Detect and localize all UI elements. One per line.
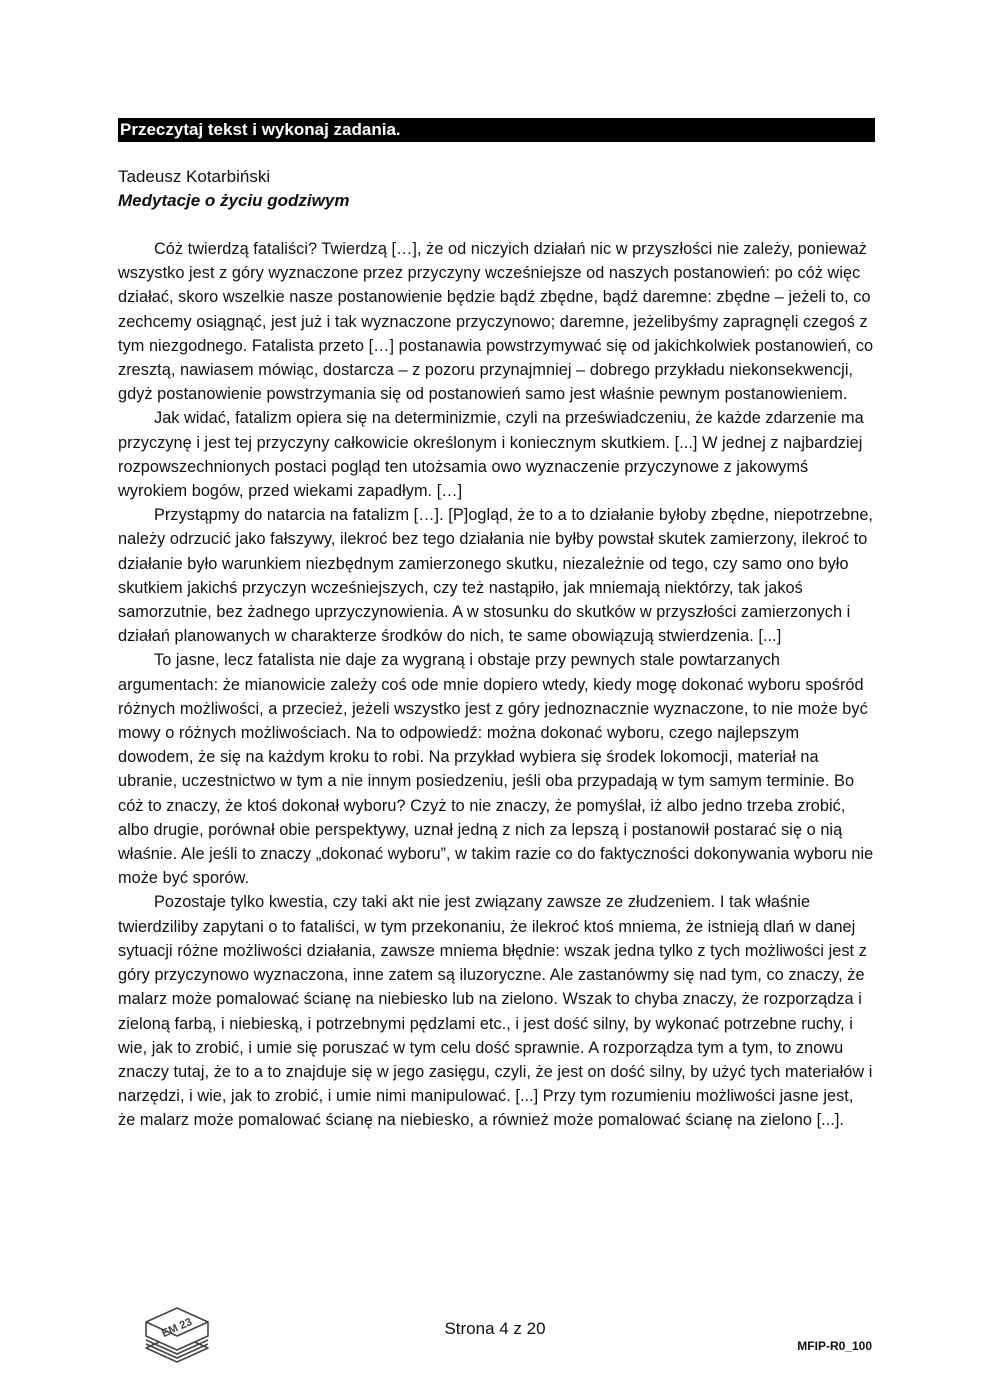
paragraph: Jak widać, fatalizm opiera się na determinizmie, czyli na przeświadczeniu, że każde zdarzenie ma przyczynę i jest tej przyczyny całkowicie określonym i koniecznym skutkiem. [...] W jednej z najbardziej rozpowszechnionych postaci pogląd ten utożsamia owo wyznaczenie przyczynowe z jakowymś wyrokiem bogów, przed wiekami zapadłym. […] [118,409,864,501]
paragraph: Przystąpmy do natarcia na fatalizm […]. [P]ogląd, że to a to działanie byłoby zbędne, niepotrzebne, należy odrzucić jako fałszywy, ilekroć bez tego działania nie byłby powstał skutek zamierzony, ilekroć to działanie było warunkiem niezbędnym zamierzonego skutku, niezależnie od tego, czy samo ono było skutkiem jakichś przyczyn wcześniejszych, czy też nastąpiło, jak mniemają niektórzy, tak jakoś samorzutnie, bez żadnego uprzyczynowienia. A w stosunku do skutków w przyszłości zamierzonych i działań planowanych w charakterze środków do nich, te same obowiązują stwierdzenia. [...] [118,506,874,646]
page-number: Strona 4 z 20 [444,1319,546,1338]
document-page [118,118,875,1133]
paragraph: To jasne, lecz fatalista nie daje za wygraną i obstaje przy pewnych stale powtarzanych argumentach: że mianowicie zależy coś ode mnie dopiero wtedy, kiedy mogę dokonać wyboru spośród różnych możliwości, a przecież, jeżeli wszystko jest z góry jednoznacznie wyznaczone, to nie może być mowy o różnych możliwościach. Na to odpowiedź: można dokonać wyboru, czego najlepszym dowodem, że się na każdym kroku to robi. Na przykład wybiera się środek lokomocji, materiał na ubranie, uczestnictwo w tym a nie innym posiedzeniu, jeśli oba przypadają w tym samym terminie. Bo cóż to znaczy, że ktoś dokonał wyboru? Czyż to nie znaczy, że pomyślał, iż albo jedno trzeba zrobić, albo drugie, porównał obie perspektywy, uznał jedną z nich za lepszą i postanowił postarać się o nią właśnie. Ale jeśli to znaczy „dokonać wyboru”, w takim razie co do faktyczności dokonywania wyboru nie może być sporów. [118,651,874,888]
source-title: Medytacje o życiu godziwym [118,191,350,210]
paragraph: Cóż twierdzą fataliści? Twierdzą […], że od niczyich działań nic w przyszłości nie zależy, ponieważ wszystko jest z góry wyznaczone przez przyczyny wcześniejsze od naszych postanowień: po cóż więc działać, skoro wszelkie nasze postanowienie będzie bądź zbędne, bądź daremne: zbędne – jeżeli to, co zechcemy osiągnąć, jest już i tak wyznaczone przyczynowo; daremne, jeżelibyśmy zapragnęli czegoś z tym niezgodnego. Fatalista przeto […] postanawia powstrzymywać się od jakichkolwiek postanowień, co zresztą, nawiasem mówiąc, dostarcza – z pozoru przynajmniej – dobrego przykładu niekonsekwencji, gdyż postanowienie powstrzymania się od postanowień samo jest właśnie pewnym postanowieniem. [118,240,874,404]
instruction-header: Przeczytaj tekst i wykonaj zadania. [118,118,875,142]
source-author: Tadeusz Kotarbiński [118,167,271,186]
paragraph: Pozostaje tylko kwestia, czy taki akt nie jest związany zawsze ze złudzeniem. I tak właśnie twierdziliby zapytani o to fataliści, w tym przekonaniu, że ilekroć ktoś mniema, że istnieją dlań w danej sytuacji różne możliwości działania, zawsze mniema błędnie: wszak jedna tylko z tych możliwości jest z góry przyczynowo wyznaczona, inne zatem są iluzoryczne. Ale zastanówmy się nad tym, co znaczy, że malarz może pomalować ścianę na niebiesko lub na zielono. Wszak to chyba znaczy, że rozporządza i zieloną farbą, i niebieską, i potrzebnymi pędzlami etc., i jest dość silny, by wykonać potrzebne ruchy, i wie, jak to zrobić, i umie się poruszać w tym celu dość sprawnie. A rozporządza tym a tym, to znowu znaczy tutaj, że to a to znajduje się w jego zasięgu, czyli, że jest on dość silny, by użyć tych materiałów i narzędzi, i wie, jak to zrobić, i umie nimi manipulować. [...] Przy tym rozumieniu możliwości jasne jest, że malarz może pomalować ścianę na niebiesko, a również może pomalować ścianę na zielono [...]. [118,893,873,1130]
logo-text: EM 23 [160,1316,194,1340]
document-code: MFIP-R0_100 [797,1339,872,1353]
text-body [118,237,875,1133]
